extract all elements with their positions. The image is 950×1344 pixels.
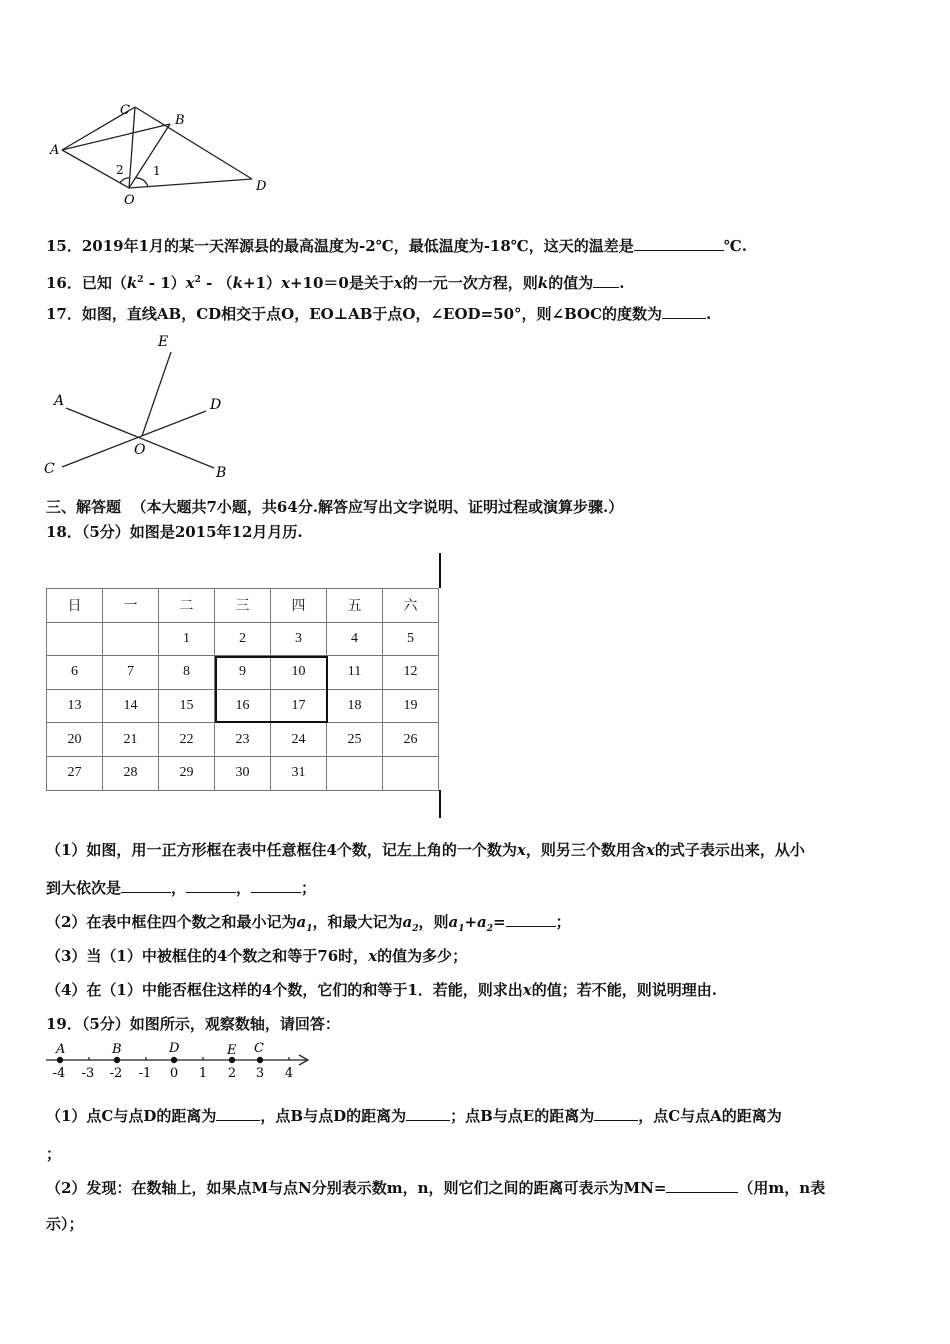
weekday-header: 日 (47, 589, 103, 623)
calendar-cell: 30 (215, 756, 271, 790)
point-label-b: B (112, 1042, 122, 1057)
calendar-cell: 15 (159, 689, 215, 723)
weekday-header: 五 (327, 589, 383, 623)
point-label-b: B (175, 113, 185, 128)
text: ，点B与点D的距离为 (260, 1107, 407, 1125)
calendar-cell: 24 (271, 723, 327, 757)
answer-blank[interactable] (593, 273, 619, 288)
answer-blank[interactable] (216, 1106, 260, 1121)
calendar-cell: 21 (103, 723, 159, 757)
question-number: 16． (46, 274, 82, 292)
text: （4）在（1）中能否框住这样的4个数，它们的和等于1．若能，则求出 (46, 981, 523, 999)
figure-q14-geometry (40, 98, 280, 213)
text: 的一元一次方程，则 (402, 274, 538, 292)
question-text: 如图，直线AB，CD相交于点O，EO⊥AB于点O，∠EOD=50°，则∠BOC的度数为 (81, 305, 663, 323)
var-x: x (393, 274, 403, 292)
calendar-cell: 10 (271, 656, 327, 690)
point-c (257, 1057, 263, 1063)
text: （3）当（1）中被框住的4个数之和等于76时， (46, 947, 369, 965)
var-x: x (368, 947, 378, 965)
tick-label: 4 (284, 1066, 294, 1081)
weekday-header: 二 (159, 589, 215, 623)
text: . (706, 305, 712, 323)
text: ，则 (418, 913, 449, 931)
var-x: x (280, 274, 290, 292)
answer-blank[interactable] (251, 878, 301, 893)
text: （1）如图，用一正方形框在表中任意框住4个数，记左上角的一个数为 (46, 841, 517, 859)
point-label-d: D (169, 1041, 180, 1056)
question-number: 18． (46, 523, 82, 541)
weekday-header: 四 (271, 589, 327, 623)
text: . (619, 274, 625, 292)
point-label-a: A (56, 1042, 66, 1057)
calendar-cell: 27 (47, 756, 103, 790)
calendar-header-row (47, 589, 439, 623)
tick-label: 1 (198, 1066, 208, 1081)
calendar-cell: 31 (271, 756, 327, 790)
text: 的值为 (548, 274, 594, 292)
q19-part-1-end (46, 1144, 61, 1164)
question-19 (46, 1014, 340, 1034)
answer-blank[interactable] (406, 1106, 450, 1121)
calendar-cell: 5 (383, 622, 439, 656)
point-label-o: O (124, 193, 135, 208)
calendar-cell (327, 756, 383, 790)
angle-label-1: 1 (153, 164, 161, 178)
calendar-cell: 25 (327, 723, 383, 757)
point-label-c: C (120, 103, 130, 118)
weekday-header: 六 (383, 589, 439, 623)
calendar-row (47, 622, 439, 656)
question-text: 2019年1月的某一天浑源县的最高温度为-2℃，最低温度为-18℃，这天的温差是 (81, 237, 634, 255)
tick-label: 0 (169, 1066, 179, 1081)
tick-label: -3 (81, 1066, 95, 1081)
q19-part-1 (46, 1106, 782, 1126)
text: 示）； (46, 1215, 84, 1233)
text: +1） (242, 274, 281, 292)
text: 的值；若不能，则说明理由. (531, 981, 717, 999)
var-x: x (185, 274, 195, 292)
text: ； (46, 1145, 62, 1163)
number-line (42, 1040, 322, 1085)
calendar-cell: 29 (159, 756, 215, 790)
calendar-cell: 14 (103, 689, 159, 723)
text: （1）点C与点D的距离为 (46, 1107, 217, 1125)
text: - （ (200, 274, 233, 292)
point-label-c: C (254, 1041, 264, 1056)
point-b (114, 1057, 120, 1063)
calendar-cell: 23 (215, 723, 271, 757)
tick-label: -1 (138, 1066, 152, 1081)
line-label-b: B (216, 465, 227, 480)
question-15 (46, 236, 747, 256)
answer-blank[interactable] (634, 236, 724, 251)
answer-blank[interactable] (594, 1106, 638, 1121)
calendar-cell: 12 (383, 656, 439, 690)
text: 已知（ (81, 274, 127, 292)
calendar-row (47, 723, 439, 757)
angle-label-2: 2 (116, 163, 124, 177)
point-label-a: A (50, 143, 60, 158)
q18-part-2: （2）在表中框住四个数之和最小记为$a_1$，和最大记为$a_2$，则$a_1+a_2=$ ； (46, 913, 571, 934)
answer-blank[interactable] (121, 878, 171, 893)
text: ，和最大记为 (312, 913, 403, 931)
var-k: k (232, 274, 243, 292)
q18-part-3 (46, 946, 467, 966)
calendar-cell: 26 (383, 723, 439, 757)
point-label-d: D (256, 179, 267, 194)
calendar-cell: 17 (271, 689, 327, 723)
line-label-a: A (54, 393, 65, 409)
tick-label: -4 (52, 1066, 66, 1081)
answer-blank[interactable] (186, 878, 236, 893)
question-number: 15． (46, 237, 82, 255)
var-x: x (645, 841, 655, 859)
exponent: 2 (137, 275, 144, 285)
tick-label: 3 (255, 1066, 265, 1081)
divider-bar (439, 790, 441, 818)
calendar-cell: 19 (383, 689, 439, 723)
q19-part-2-cont (46, 1214, 84, 1234)
tick-label: 2 (227, 1066, 237, 1081)
divider-bar (439, 553, 441, 588)
question-number: 19． (46, 1015, 82, 1033)
text: （2）在表中框住四个数之和最小记为 (46, 913, 297, 931)
square-frame (215, 656, 328, 723)
q18-part-1 (46, 840, 805, 860)
text: （用m，n表 (738, 1179, 826, 1197)
calendar-cell (47, 622, 103, 656)
question-text: （5分）如图所示，观察数轴，请回答： (81, 1015, 340, 1033)
calendar-cell: 18 (327, 689, 383, 723)
text: 到大依次是 (46, 879, 122, 897)
text: = (493, 913, 506, 931)
tick-label: -2 (109, 1066, 123, 1081)
var-k: k (126, 274, 138, 292)
section-header (46, 497, 623, 517)
line-label-e: E (158, 334, 169, 350)
text: - 1） (143, 274, 186, 292)
calendar-cell: 28 (103, 756, 159, 790)
answer-blank[interactable] (506, 912, 556, 927)
text: 的式子表示出来，从小 (654, 841, 805, 859)
var-k: k (537, 274, 549, 292)
calendar-cell: 11 (327, 656, 383, 690)
question-16 (46, 270, 624, 293)
calendar-cell: 20 (47, 723, 103, 757)
question-18 (46, 522, 303, 542)
calendar-cell: 2 (215, 622, 271, 656)
line-label-d: D (210, 397, 222, 413)
text: （2）发现：在数轴上，如果点M与点N分别表示数m，n，则它们之间的距离可表示为MN= (46, 1179, 667, 1197)
line-label-c: C (44, 461, 55, 477)
answer-blank[interactable] (666, 1178, 738, 1193)
weekday-header: 一 (103, 589, 159, 623)
q18-part-4 (46, 980, 717, 1000)
question-17 (46, 304, 711, 324)
calendar-cell: 1 (159, 622, 215, 656)
calendar-cell: 16 (215, 689, 271, 723)
exponent: 2 (194, 275, 201, 285)
question-text: （5分）如图是2015年12月月历. (81, 523, 303, 541)
text: 的值为多少； (377, 947, 468, 965)
var-x: x (522, 981, 532, 999)
calendar-cell: 6 (47, 656, 103, 690)
var-a2: $a_2$ (402, 913, 419, 934)
point-label-e: E (227, 1043, 237, 1058)
text: ，点C与点A的距离为 (638, 1107, 782, 1125)
answer-blank[interactable] (662, 304, 706, 319)
var-a1: $a_1$ (296, 913, 313, 934)
text: ；点B与点E的距离为 (450, 1107, 595, 1125)
section-title: 三、解答题 (46, 498, 122, 516)
question-number: 17． (46, 305, 82, 323)
point-label-o: O (134, 442, 146, 458)
figure-q17-lines (38, 330, 248, 480)
calendar-cell: 4 (327, 622, 383, 656)
var-x: x (516, 841, 526, 859)
q18-part-1-cont: 到大依次是 ， ， ； (46, 879, 317, 897)
point-d (171, 1057, 177, 1063)
point-a (57, 1057, 63, 1063)
expr-a1-plus-a2: $a_1+a_2$ (448, 913, 494, 934)
calendar-cell: 22 (159, 723, 215, 757)
calendar-cell: 13 (47, 689, 103, 723)
calendar-cell: 9 (215, 656, 271, 690)
calendar-cell (383, 756, 439, 790)
q19-part-2 (46, 1178, 825, 1198)
calendar-cell (103, 622, 159, 656)
text: ，则另三个数用含 (525, 841, 646, 859)
calendar-cell: 7 (103, 656, 159, 690)
unit-text: ℃. (723, 237, 747, 255)
calendar-row (47, 756, 439, 790)
calendar-cell: 3 (271, 622, 327, 656)
text: +10＝0是关于 (289, 274, 394, 292)
section-note: （本大题共7小题，共64分.解答应写出文字说明、证明过程或演算步骤.） (131, 498, 624, 516)
calendar-cell: 8 (159, 656, 215, 690)
weekday-header: 三 (215, 589, 271, 623)
